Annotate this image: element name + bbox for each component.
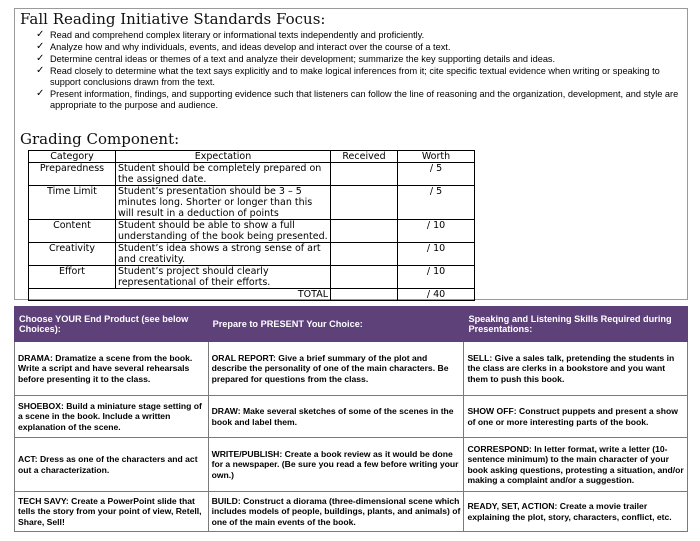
choice-cell: SELL: Give a sales talk, pretending the students in the class are clerks in a bookstore and you want them to push this book. [464,342,688,396]
checkmark-icon: ✓ [36,65,45,76]
choice-cell: DRAMA: Dramatize a scene from the book. Write a script and have several rehearsals before presenting it to the class. [15,342,209,396]
worth-cell: / 5 [398,186,475,220]
choice-cell: DRAW: Make several sketches of some of the scenes in the book and label them. [208,396,464,438]
header-prepare-present: Prepare to PRESENT Your Choice: [208,307,464,342]
choice-cell: SHOEBOX: Build a miniature stage setting of a scene in the book. Include a written explanation of the scene. [15,396,209,438]
received-cell[interactable] [331,163,398,186]
category-cell: Preparedness [29,163,116,186]
checkmark-icon: ✓ [36,53,45,64]
grading-heading: Grading Component: [20,130,180,148]
choices-header-row [15,307,688,342]
choice-cell: TECH SAVY: Create a PowerPoint slide that tells the story from your point of view, Retell, Share, Sell! [15,492,209,532]
expectation-cell: Student’s project should clearly representational of their efforts. [116,266,331,289]
category-cell: Time Limit [29,186,116,220]
total-label: TOTAL [29,289,331,301]
focus-heading: Fall Reading Initiative Standards Focus: [20,10,326,28]
category-cell: Effort [29,266,116,289]
expectation-cell: Student’s presentation should be 3 – 5 minutes long. Shorter or longer than this will result in a deduction of points [116,186,331,220]
category-cell: Content [29,220,116,243]
grading-table [28,150,475,301]
received-cell[interactable] [331,220,398,243]
expectation-cell: Student should be completely prepared on the assigned date. [116,163,331,186]
table-row [15,396,688,438]
focus-item: ✓ Present information, findings, and supporting evidence such that listeners can follow the line of reasoning and the organization, development, and style are appropriate to the purpose and audience. [36,88,679,110]
total-received-cell[interactable] [331,289,398,301]
header-expectation: Expectation [116,151,331,163]
expectation-cell: Student should be able to show a full understanding of the book being presented. [116,220,331,243]
header-end-product: Choose YOUR End Product (see below Choices): [15,307,209,342]
category-cell: Creativity [29,243,116,266]
total-worth: / 40 [398,289,475,301]
checkmark-icon: ✓ [36,29,45,40]
focus-item: ✓ Read closely to determine what the text says explicitly and to make logical inferences from it; cite specific textual evidence when writing or speaking to support conclusions drawn from the text. [36,65,660,87]
table-row [29,243,475,266]
header-speaking-skills: Speaking and Listening Skills Required during Presentations: [464,307,688,342]
worth-cell: / 10 [398,220,475,243]
table-row [15,492,688,532]
received-cell[interactable] [331,186,398,220]
header-received: Received [331,151,398,163]
choice-cell: CORRESPOND: In letter format, write a letter (10-sentence minimum) to the main character of your book asking questions, protesting a situation, and/or making a complaint and/or a suggestion. [464,438,688,492]
focus-item: ✓ Determine central ideas or themes of a text and analyze their development; summarize the key supporting details and ideas. [36,53,556,64]
header-category: Category [29,151,116,163]
total-row [29,289,475,301]
checkmark-icon: ✓ [36,88,45,99]
worth-cell: / 5 [398,163,475,186]
choice-cell: READY, SET, ACTION: Create a movie trailer explaining the plot, story, characters, conflict, etc. [464,492,688,532]
checkmark-icon: ✓ [36,41,45,52]
focus-list [36,30,680,112]
table-row [29,163,475,186]
choice-cell: WRITE/PUBLISH: Create a book review as it would be done for a newspaper. (Be sure you read a few before writing your own.) [208,438,464,492]
expectation-cell: Student’s idea shows a strong sense of art and creativity. [116,243,331,266]
choices-table [14,306,688,532]
choice-cell: ACT: Dress as one of the characters and act out a characterization. [15,438,209,492]
table-row [29,186,475,220]
choice-cell: SHOW OFF: Construct puppets and present a show of one or more interesting parts of the book. [464,396,688,438]
worth-cell: / 10 [398,243,475,266]
table-row [29,266,475,289]
received-cell[interactable] [331,266,398,289]
table-row [29,220,475,243]
choice-cell: ORAL REPORT: Give a brief summary of the plot and describe the personality of one of the main characters. Be prepared for questions from the class. [208,342,464,396]
worth-cell: / 10 [398,266,475,289]
header-worth: Worth [398,151,475,163]
focus-item: ✓ Read and comprehend complex literary or informational texts independently and proficiently. [36,29,425,40]
choice-cell: BUILD: Construct a diorama (three-dimensional scene which includes models of people, buildings, plants, and animals) of one of the main events of the book. [208,492,464,532]
focus-item: ✓ Analyze how and why individuals, events, and ideas develop and interact over the course of a text. [36,41,451,52]
grading-header-row [29,151,475,163]
table-row [15,438,688,492]
table-row [15,342,688,396]
received-cell[interactable] [331,243,398,266]
